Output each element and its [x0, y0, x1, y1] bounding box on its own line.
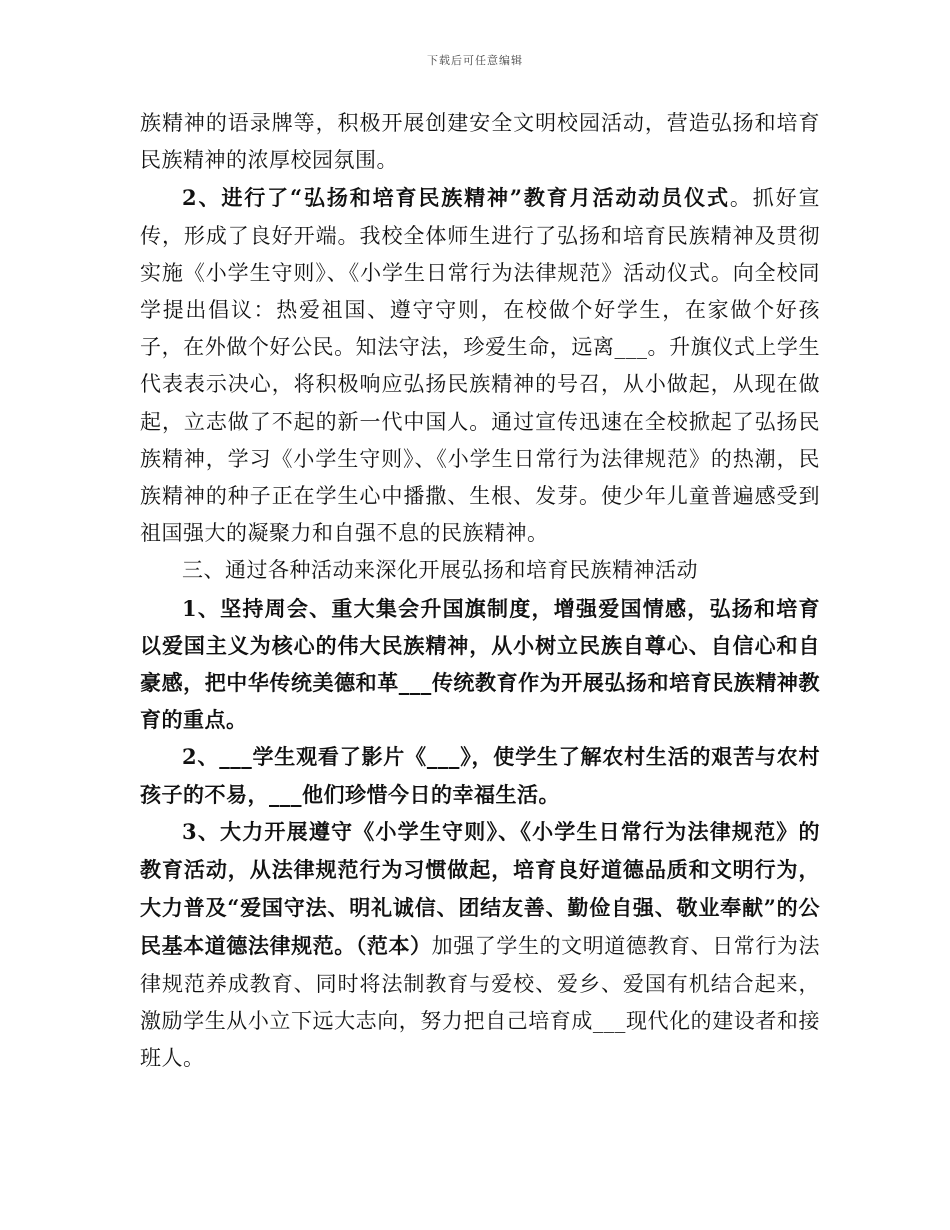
list-item-2: 2、___学生观看了影片《___》，使学生了解农村生活的艰苦与农村孩子的不易，___他们珍惜今日的幸福生活。 [140, 744, 820, 807]
paragraph-1: 族精神的语录牌等，积极开展创建安全文明校园活动，营造弘扬和培育民族精神的浓厚校园氛围。 [140, 111, 820, 173]
paragraph-2 [140, 179, 820, 552]
paragraph-2-text: 。抓好宣传，形成了良好开端。我校全体师生进行了弘扬和培育民族精神及贯彻实施《小学生守则》、《小学生日常行为法律规范》活动仪式。向全校同学提出倡议：热爱祖国、遵守守则，在校做个好学生，在家做个好孩子，在外做个好公民。知法守法，珍爱生命，远离___。升旗仪式上学生代表表示决心，将积极响应弘扬民族精神的号召，从小做起，从现在做起，立志做了不起的新一代中国人。通过宣传迅速在全校掀起了弘扬民族精神，学习《小学生守则》、《小学生日常行为法律规范》的热潮，民族精神的种子正在学生心中播撒、生根、发芽。使少年儿童普遍感受到祖国强大的凝聚力和自强不息的民族精神。 [140, 186, 820, 546]
list-item-3-lead: 3、大力开展遵守《小学生守则》、《小学生日常行为法律规范》的教育活动，从法律规范行为习惯做起，培育良好道德品质和文明行为，大力普及“爱国守法、明礼诚信、团结友善、勤俭自强、敬业奉献”的公民基本道德法律规范。（范本） [140, 818, 820, 959]
paragraph-2-lead: 2、进行了“弘扬和培育民族精神”教育月活动动员仪式 [182, 185, 730, 211]
list-item-1: 1、坚持周会、重大集会升国旗制度，增强爱国情感，弘扬和培育以爱国主义为核心的伟大民族精神，从小树立民族自尊心、自信心和自豪感，把中华传统美德和革___传统教育作为开展弘扬和培育民族精神教育的重点。 [140, 595, 820, 733]
list-item-3-text: 加强了学生的文明道德教育、日常行为法律规范养成教育、同时将法制教育与爱校、爱乡、爱国有机结合起来，激励学生从小立下远大志向，努力把自己培育成___现代化的建设者和接班人。 [140, 934, 821, 1071]
page-header: 下载后可任意编辑 [427, 54, 523, 67]
document-body [140, 105, 820, 1077]
section-heading-3: 三、通过各种活动来深化开展弘扬和培育民族精神活动 [182, 558, 698, 583]
list-item-3 [140, 813, 820, 1077]
